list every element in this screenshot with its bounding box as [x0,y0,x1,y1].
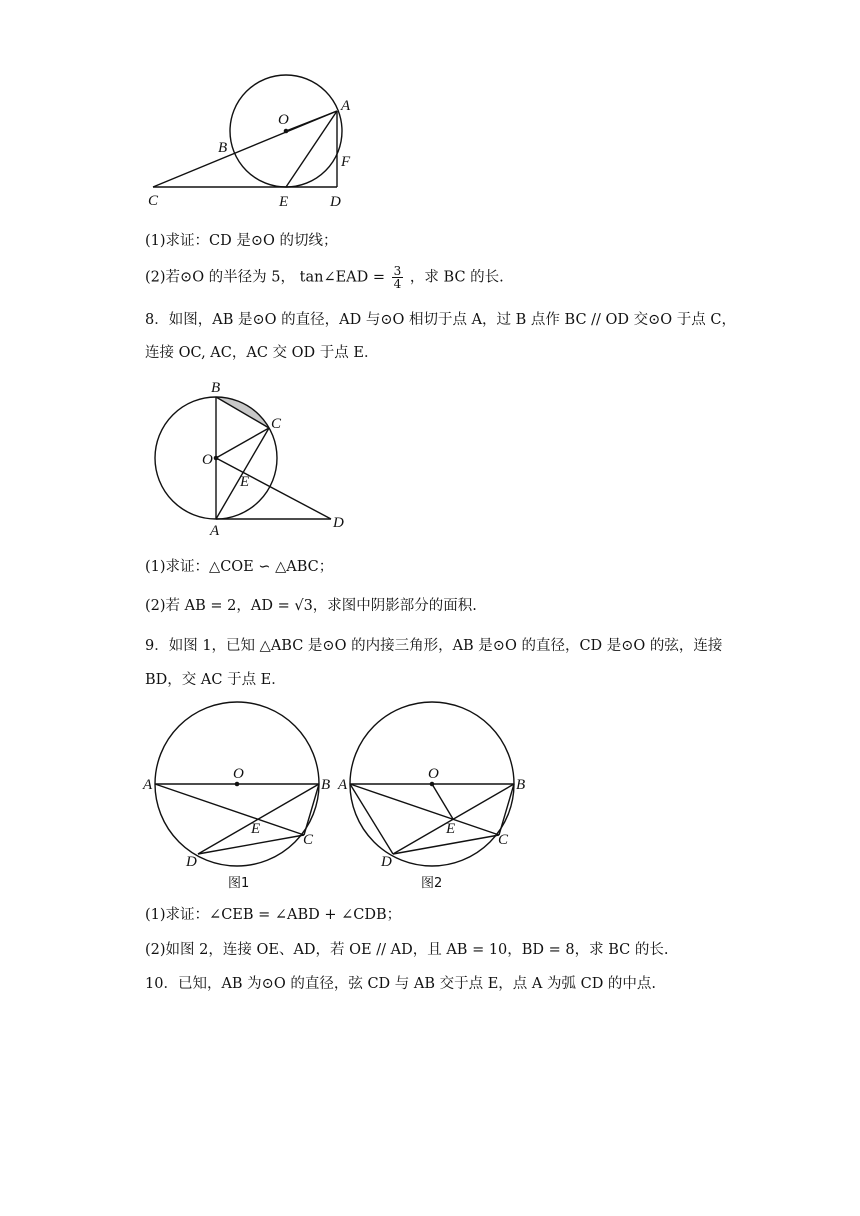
center-point-o-q8 [214,456,219,461]
q10-line1: 10．已知，AB 为⊙O 的直径，弦 CD 与 AB 交于点 E，点 A 为弧 CD 的中点. [145,976,657,992]
fig2-segment-ac [350,784,499,835]
label-e-q8: E [240,474,250,490]
q8-line1: 8．如图，AB 是⊙O 的直径，AD 与⊙O 相切于点 A，过 B 点作 BC // OD 交⊙O 于点 C， [145,312,737,328]
fig2-label-d: D [381,854,392,870]
fig1-label-d: D [186,854,197,870]
fig1-label-b: B [321,777,331,793]
fig1-caption: 图1 [228,876,250,891]
fig1-label-o: O [233,766,244,782]
label-c-q8: C [271,416,282,432]
q8-part1: (1)求证：△COE ∽ △ABC； [145,559,334,575]
segment-bc [216,397,269,428]
fraction-3-4 [392,265,404,290]
fig2-caption: 图2 [421,876,443,891]
label-o-q8: O [202,452,213,468]
q9-line2: BD，交 AC 于点 E． [145,672,286,688]
q7-part1: (1)求证：CD 是⊙O 的切线； [145,233,338,249]
fig2-label-b: B [516,777,526,793]
fraction-denominator: 4 [393,277,402,291]
center-point-fig2 [430,782,435,787]
label-e: E [279,194,289,210]
fig1-label-a: A [143,777,153,793]
label-d: D [330,194,341,210]
fig2-label-o: O [428,766,439,782]
center-point-fig1 [235,782,240,787]
label-d-q8: D [333,515,344,531]
q7-part2 [145,265,504,290]
q9-line1: 9．如图 1，已知 △ABC 是⊙O 的内接三角形，AB 是⊙O 的直径，CD 是⊙O 的弦，连接 [145,638,723,654]
fig1-label-e: E [251,821,261,837]
fig1-segment-ac [155,784,304,835]
fraction-numerator: 3 [393,264,402,278]
figure-q9 [0,700,860,895]
fig2-label-c: C [498,832,509,848]
figure-q8 [0,370,860,539]
label-b-q8: B [211,380,221,396]
segment-oa [286,111,337,131]
label-f: F [341,154,351,170]
fig2-segment-ad [350,784,393,854]
fig2-label-e: E [446,821,456,837]
q7-part2-suffix: ，求 BC 的长. [409,269,504,286]
center-point-o [284,129,289,134]
label-c: C [148,193,159,209]
label-a-q8: A [210,523,220,539]
label-b: B [218,140,228,156]
q9-part1: (1)求证：∠CEB = ∠ABD + ∠CDB； [145,907,402,923]
segment-ae [286,111,337,187]
fig1-label-c: C [303,832,314,848]
q9-part2: (2)如图 2，连接 OE、AD，若 OE // AD，且 AB = 10，BD = 8，求 BC 的长. [145,942,669,958]
q8-part2: (2)若 AB = 2，AD = √3，求图中阴影部分的面积. [145,598,477,614]
label-o: O [278,112,289,128]
figure-q7 [0,0,860,215]
q7-tan-expression: tan∠EAD = [299,269,386,286]
fig2-label-a: A [338,777,348,793]
q7-part2-prefix: (2)若⊙O 的半径为 5， [145,269,296,286]
q8-line2: 连接 OC, AC，AC 交 OD 于点 E． [145,345,379,361]
label-a: A [341,98,351,114]
